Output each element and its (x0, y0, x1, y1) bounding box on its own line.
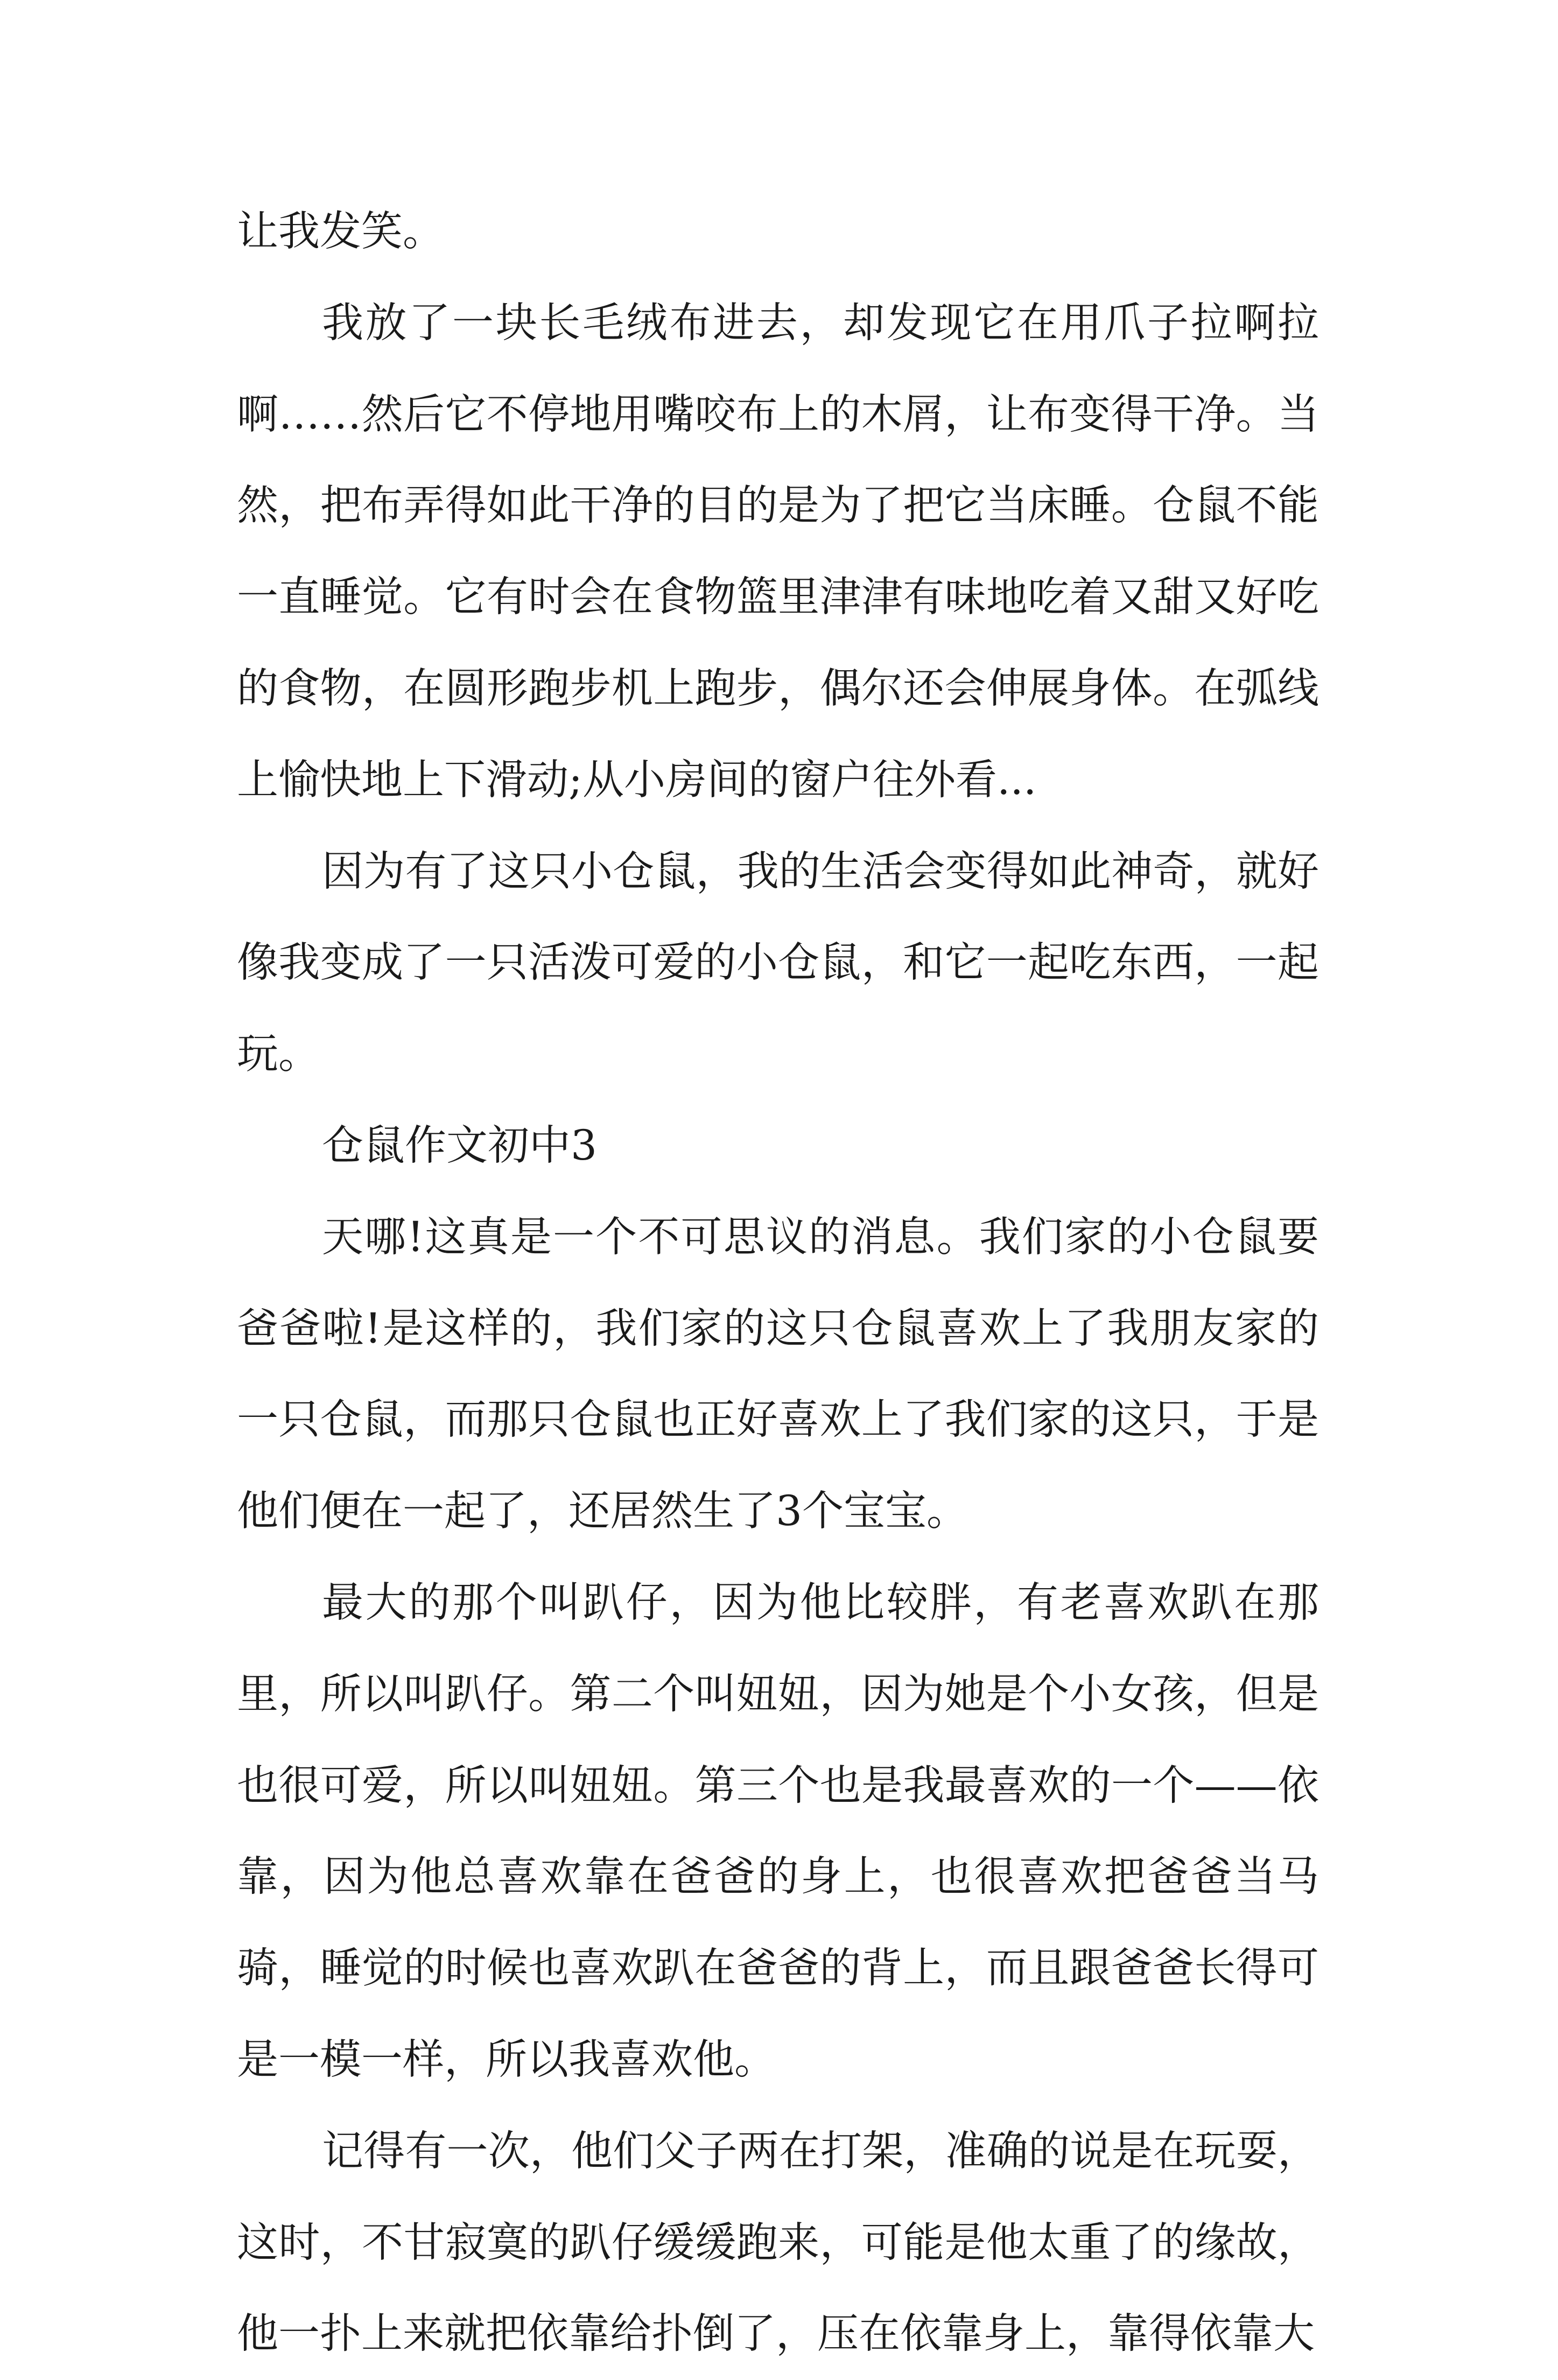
section-heading: 仓鼠作文初中3 (322, 1121, 597, 1170)
paragraph: 因为有了这只小仓鼠，我的生活会变得如此神奇，就好像我变成了一只活泼可爱的小仓鼠，和它一起吃东西，一起玩。 (237, 847, 1319, 1079)
paragraph: 最大的那个叫趴仔，因为他比较胖，有老喜欢趴在那里，所以叫趴仔。第二个叫妞妞，因为她是个小女孩，但是也很可爱，所以叫妞妞。第三个也是我最喜欢的一个——依靠，因为他总喜欢靠在爸爸的身上，也很喜欢把爸爸当马骑，睡觉的时候也喜欢趴在爸爸的背上，而且跟爸爸长得可是一模一样，所以我喜欢他。 (237, 1578, 1319, 2084)
paragraph: 记得有一次，他们父子两在打架，准确的说是在玩耍，这时，不甘寂寞的趴仔缓缓跑来，可能是他太重了的缘故，他一扑上来就把依靠给扑倒了，压在依靠身上，靠得依靠大 (237, 2127, 1319, 2358)
paragraph: 我放了一块长毛绒布进去，却发现它在用爪子拉啊拉啊……然后它不停地用嘴咬布上的木屑，让布变得干净。当然，把布弄得如此干净的目的是为了把它当床睡。仓鼠不能一直睡觉。它有时会在食物篮里津津有味地吃着又甜又好吃的食物，在圆形跑步机上跑步，偶尔还会伸展身体。在弧线上愉快地上下滑动;从小房间的窗户往外看... (237, 299, 1319, 804)
paragraph: 天哪!这真是一个不可思议的消息。我们家的小仓鼠要爸爸啦!是这样的，我们家的这只仓鼠喜欢上了我朋友家的一只仓鼠，而那只仓鼠也正好喜欢上了我们家的这只，于是他们便在一起了，还居然生了3个宝宝。 (237, 1213, 1319, 1536)
document-body (237, 186, 1319, 2380)
paragraph-continued: 让我发笑。 (237, 208, 444, 256)
